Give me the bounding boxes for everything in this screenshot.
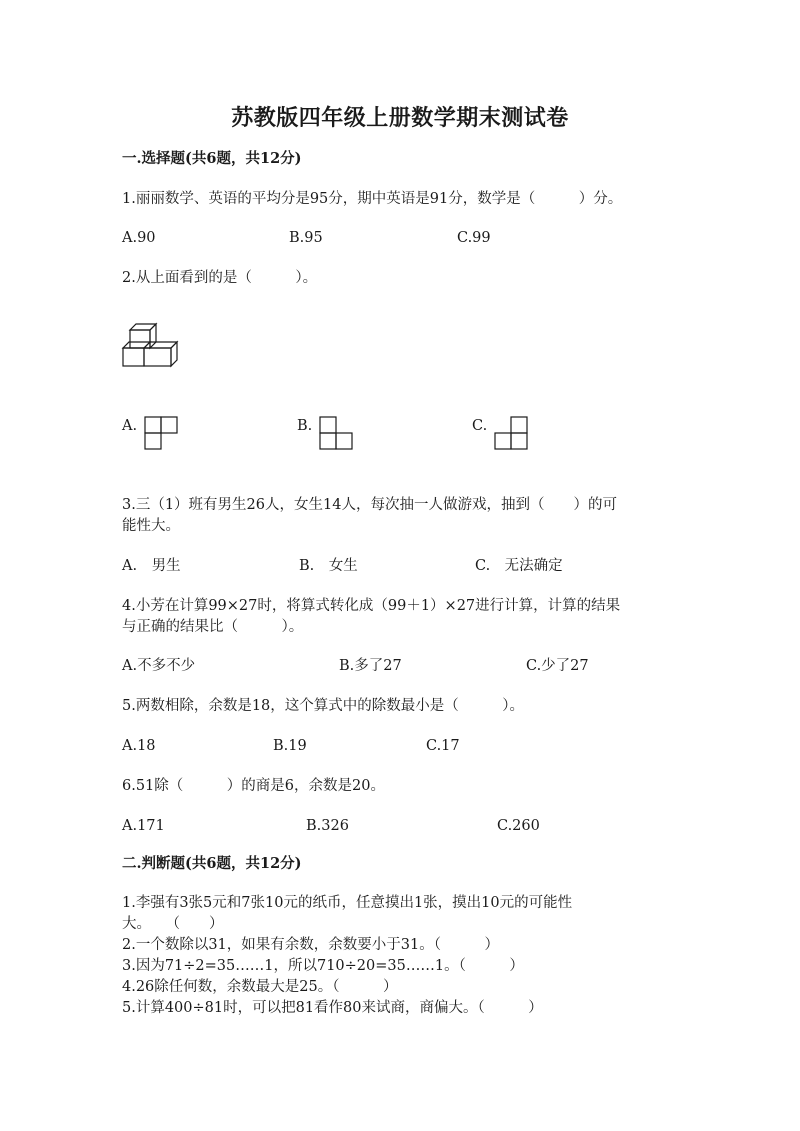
cube-br-side <box>171 342 177 366</box>
question-1: 1.丽丽数学、英语的平均分是95分，期中英语是91分，数学是（ ）分。 <box>122 191 623 207</box>
q3-option-c: C. 无法确定 <box>475 558 563 574</box>
cube-top-side <box>150 324 156 348</box>
judge-3: 3.因为71÷2=35……1，所以710÷20=35……1。（ ） <box>122 958 524 974</box>
question-6: 6.51除（ ）的商是6，余数是20。 <box>122 778 385 794</box>
judge-2: 2.一个数除以31，如果有余数，余数要小于31。（ ） <box>122 937 499 953</box>
question-4-line2: 与正确的结果比（ ）。 <box>122 619 304 635</box>
question-3-line2: 能性大。 <box>122 518 180 534</box>
view-b-icon <box>318 415 354 451</box>
judge-4: 4.26除任何数，余数最大是25。（ ） <box>122 979 398 995</box>
question-3-line1: 3.三（1）班有男生26人，女生14人，每次抽一人做游戏，抽到（ ）的可 <box>122 497 617 513</box>
q2-option-c: C. <box>472 418 488 434</box>
question-2: 2.从上面看到的是（ ）。 <box>122 270 318 286</box>
section-heading-choice: 一.选择题(共6题，共12分) <box>122 150 302 167</box>
question-5: 5.两数相除，余数是18，这个算式中的除数最小是（ ）。 <box>122 698 525 714</box>
view-a-icon <box>143 415 179 451</box>
q1-option-a: A.90 <box>122 230 156 246</box>
q1-option-b: B.95 <box>289 230 323 246</box>
cube-top-face <box>130 324 156 330</box>
q2-option-a: A. <box>122 418 138 434</box>
q3-option-a: A. 男生 <box>122 558 181 574</box>
cube-br-front <box>144 348 171 366</box>
q1-option-c: C.99 <box>457 230 491 246</box>
q5-option-b: B.19 <box>273 738 307 754</box>
q5-option-a: A.18 <box>122 738 156 754</box>
page-title: 苏教版四年级上册数学期末测试卷 <box>231 105 569 131</box>
q6-option-c: C.260 <box>497 818 540 834</box>
question-4-line1: 4.小芳在计算99×27时，将算式转化成（99＋1）×27进行计算，计算的结果 <box>122 598 621 614</box>
q2-option-b: B. <box>297 418 313 434</box>
q4-option-a: A.不多不少 <box>122 658 196 674</box>
section-heading-judgement: 二.判断题(共6题，共12分) <box>122 855 302 872</box>
q3-option-b: B. 女生 <box>299 558 358 574</box>
cube-stack-figure <box>120 320 182 370</box>
judge-5: 5.计算400÷81时，可以把81看作80来试商，商偏大。（ ） <box>122 1000 543 1016</box>
cube-bl-front <box>123 348 144 366</box>
cube-bl-top <box>123 342 150 348</box>
q5-option-c: C.17 <box>426 738 460 754</box>
judge-1-line2: 大。 （ ） <box>122 916 224 932</box>
q4-option-c: C.少了27 <box>526 658 589 674</box>
judge-1-line1: 1.李强有3张5元和7张10元的纸币，任意摸出1张，摸出10元的可能性 <box>122 895 573 911</box>
q6-option-a: A.171 <box>122 818 165 834</box>
q4-option-b: B.多了27 <box>339 658 402 674</box>
q6-option-b: B.326 <box>306 818 349 834</box>
view-c-icon <box>493 415 529 451</box>
